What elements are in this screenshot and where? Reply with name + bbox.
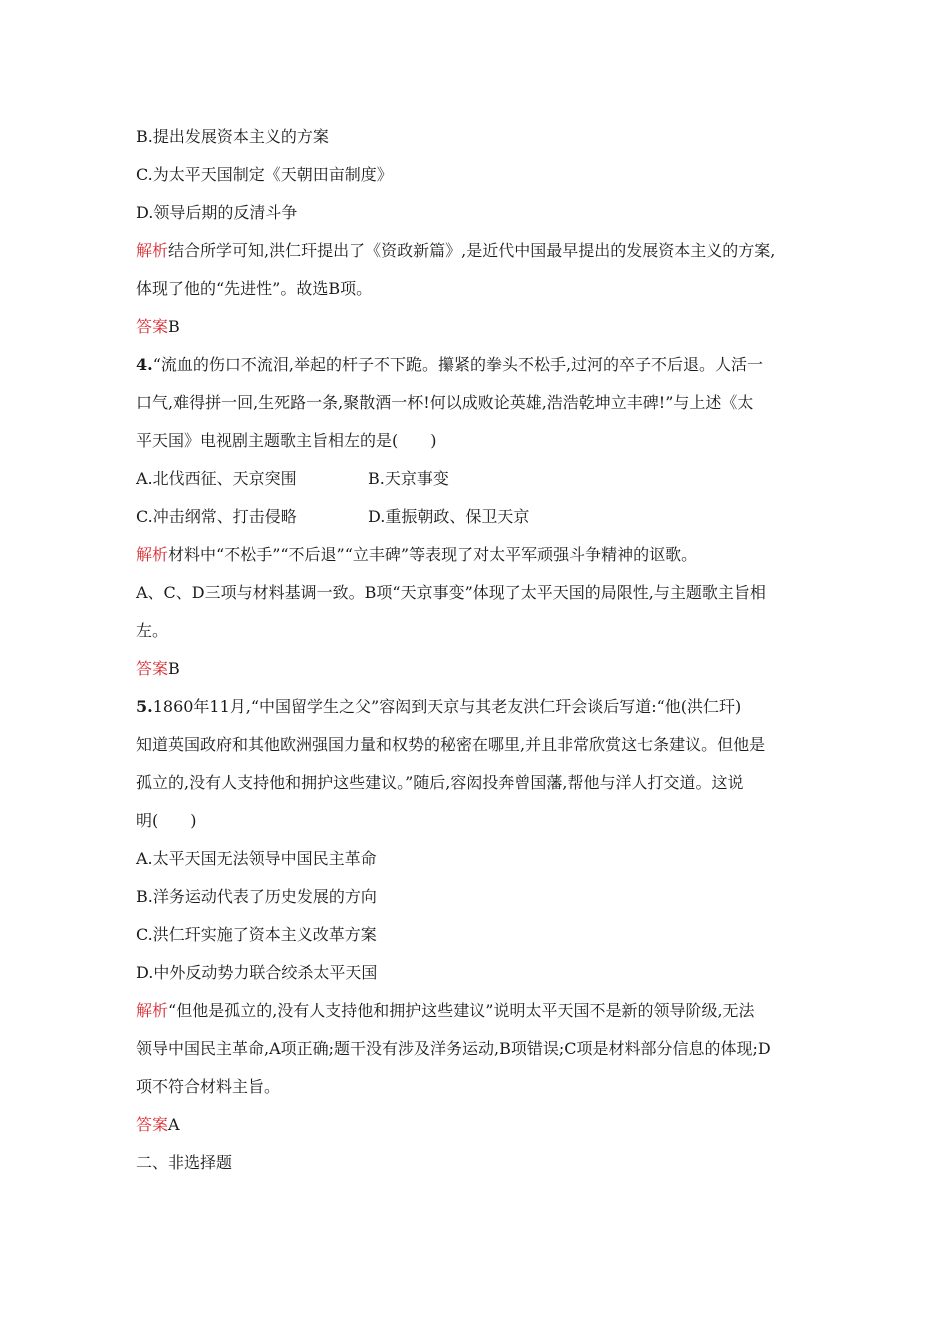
q5-analysis bbox=[136, 992, 816, 1030]
q5-option-b: B.洋务运动代表了历史发展的方向 bbox=[136, 887, 377, 906]
q4-analysis bbox=[136, 536, 816, 574]
q5-option-d: D.中外反动势力联合绞杀太平天国 bbox=[136, 963, 378, 982]
answer-label: 答案 bbox=[136, 659, 169, 678]
question-number: 5. bbox=[136, 697, 153, 716]
answer-value: A bbox=[168, 1115, 180, 1134]
question-text: 1860年11月,“中国留学生之父”容闳到天京与其老友洪仁玕会谈后写道:“他(洪仁玕) bbox=[152, 697, 742, 716]
document-content bbox=[136, 118, 816, 1182]
analysis-label: 解析 bbox=[136, 1001, 169, 1020]
q5-stem bbox=[136, 688, 816, 726]
q5-stem-cont: 明( ) bbox=[136, 811, 197, 830]
q4-answer bbox=[136, 650, 816, 688]
answer-label: 答案 bbox=[136, 1115, 169, 1134]
q4-option-d: D.重振朝政、保卫天京 bbox=[368, 507, 530, 526]
analysis-text: “但他是孤立的,没有人支持他和拥护这些建议”说明太平天国不是新的领导阶级,无法 bbox=[168, 1001, 755, 1020]
q4-options-row bbox=[136, 498, 816, 536]
q3-analysis-cont: 体现了他的“先进性”。故选B项。 bbox=[136, 279, 373, 298]
q5-analysis-cont: 项不符合材料主旨。 bbox=[136, 1077, 281, 1096]
q5-option-a: A.太平天国无法领导中国民主革命 bbox=[136, 849, 377, 868]
q5-stem-cont: 孤立的,没有人支持他和拥护这些建议。”随后,容闳投奔曾国藩,帮他与洋人打交道。这说 bbox=[136, 773, 744, 792]
q5-answer bbox=[136, 1106, 816, 1144]
q4-stem-cont: 口气,难得拼一回,生死路一条,聚散酒一杯!何以成败论英雄,浩浩乾坤立丰碑!”与上述《太 bbox=[136, 393, 754, 412]
q5-stem-cont: 知道英国政府和其他欧洲强国力量和权势的秘密在哪里,并且非常欣赏这七条建议。但他是 bbox=[136, 735, 766, 754]
question-number: 4. bbox=[136, 355, 153, 374]
q3-answer bbox=[136, 308, 816, 346]
answer-label: 答案 bbox=[136, 317, 169, 336]
q3-option-b: B.提出发展资本主义的方案 bbox=[136, 127, 329, 146]
analysis-text: 结合所学可知,洪仁玕提出了《资政新篇》,是近代中国最早提出的发展资本主义的方案, bbox=[168, 241, 776, 260]
q4-option-a: A.北伐西征、天京突围 bbox=[136, 469, 297, 488]
answer-value: B bbox=[168, 659, 180, 678]
q3-analysis bbox=[136, 232, 816, 270]
section-heading: 二、非选择题 bbox=[136, 1153, 233, 1172]
analysis-label: 解析 bbox=[136, 545, 169, 564]
analysis-label: 解析 bbox=[136, 241, 169, 260]
question-text: “流血的伤口不流泪,举起的杆子不下跪。攥紧的拳头不松手,过河的卒子不后退。人活一 bbox=[152, 355, 764, 374]
analysis-text: 材料中“不松手”“不后退”“立丰碑”等表现了对太平军顽强斗争精神的讴歌。 bbox=[168, 545, 698, 564]
q3-option-d: D.领导后期的反清斗争 bbox=[136, 203, 298, 222]
q3-option-c: C.为太平天国制定《天朝田亩制度》 bbox=[136, 165, 393, 184]
answer-value: B bbox=[168, 317, 180, 336]
q4-analysis-cont: 左。 bbox=[136, 621, 169, 640]
q5-option-c: C.洪仁玕实施了资本主义改革方案 bbox=[136, 925, 377, 944]
q4-options-row bbox=[136, 460, 816, 498]
q4-stem bbox=[136, 346, 816, 384]
q4-analysis-cont: A、C、D三项与材料基调一致。B项“天京事变”体现了太平天国的局限性,与主题歌主旨相 bbox=[136, 583, 766, 602]
q5-analysis-cont: 领导中国民主革命,A项正确;题干没有涉及洋务运动,B项错误;C项是材料部分信息的体现;D bbox=[136, 1039, 771, 1058]
q4-option-b: B.天京事变 bbox=[368, 469, 449, 488]
q4-stem-cont: 平天国》电视剧主题歌主旨相左的是( ) bbox=[136, 431, 437, 450]
q4-option-c: C.冲击纲常、打击侵略 bbox=[136, 507, 297, 526]
